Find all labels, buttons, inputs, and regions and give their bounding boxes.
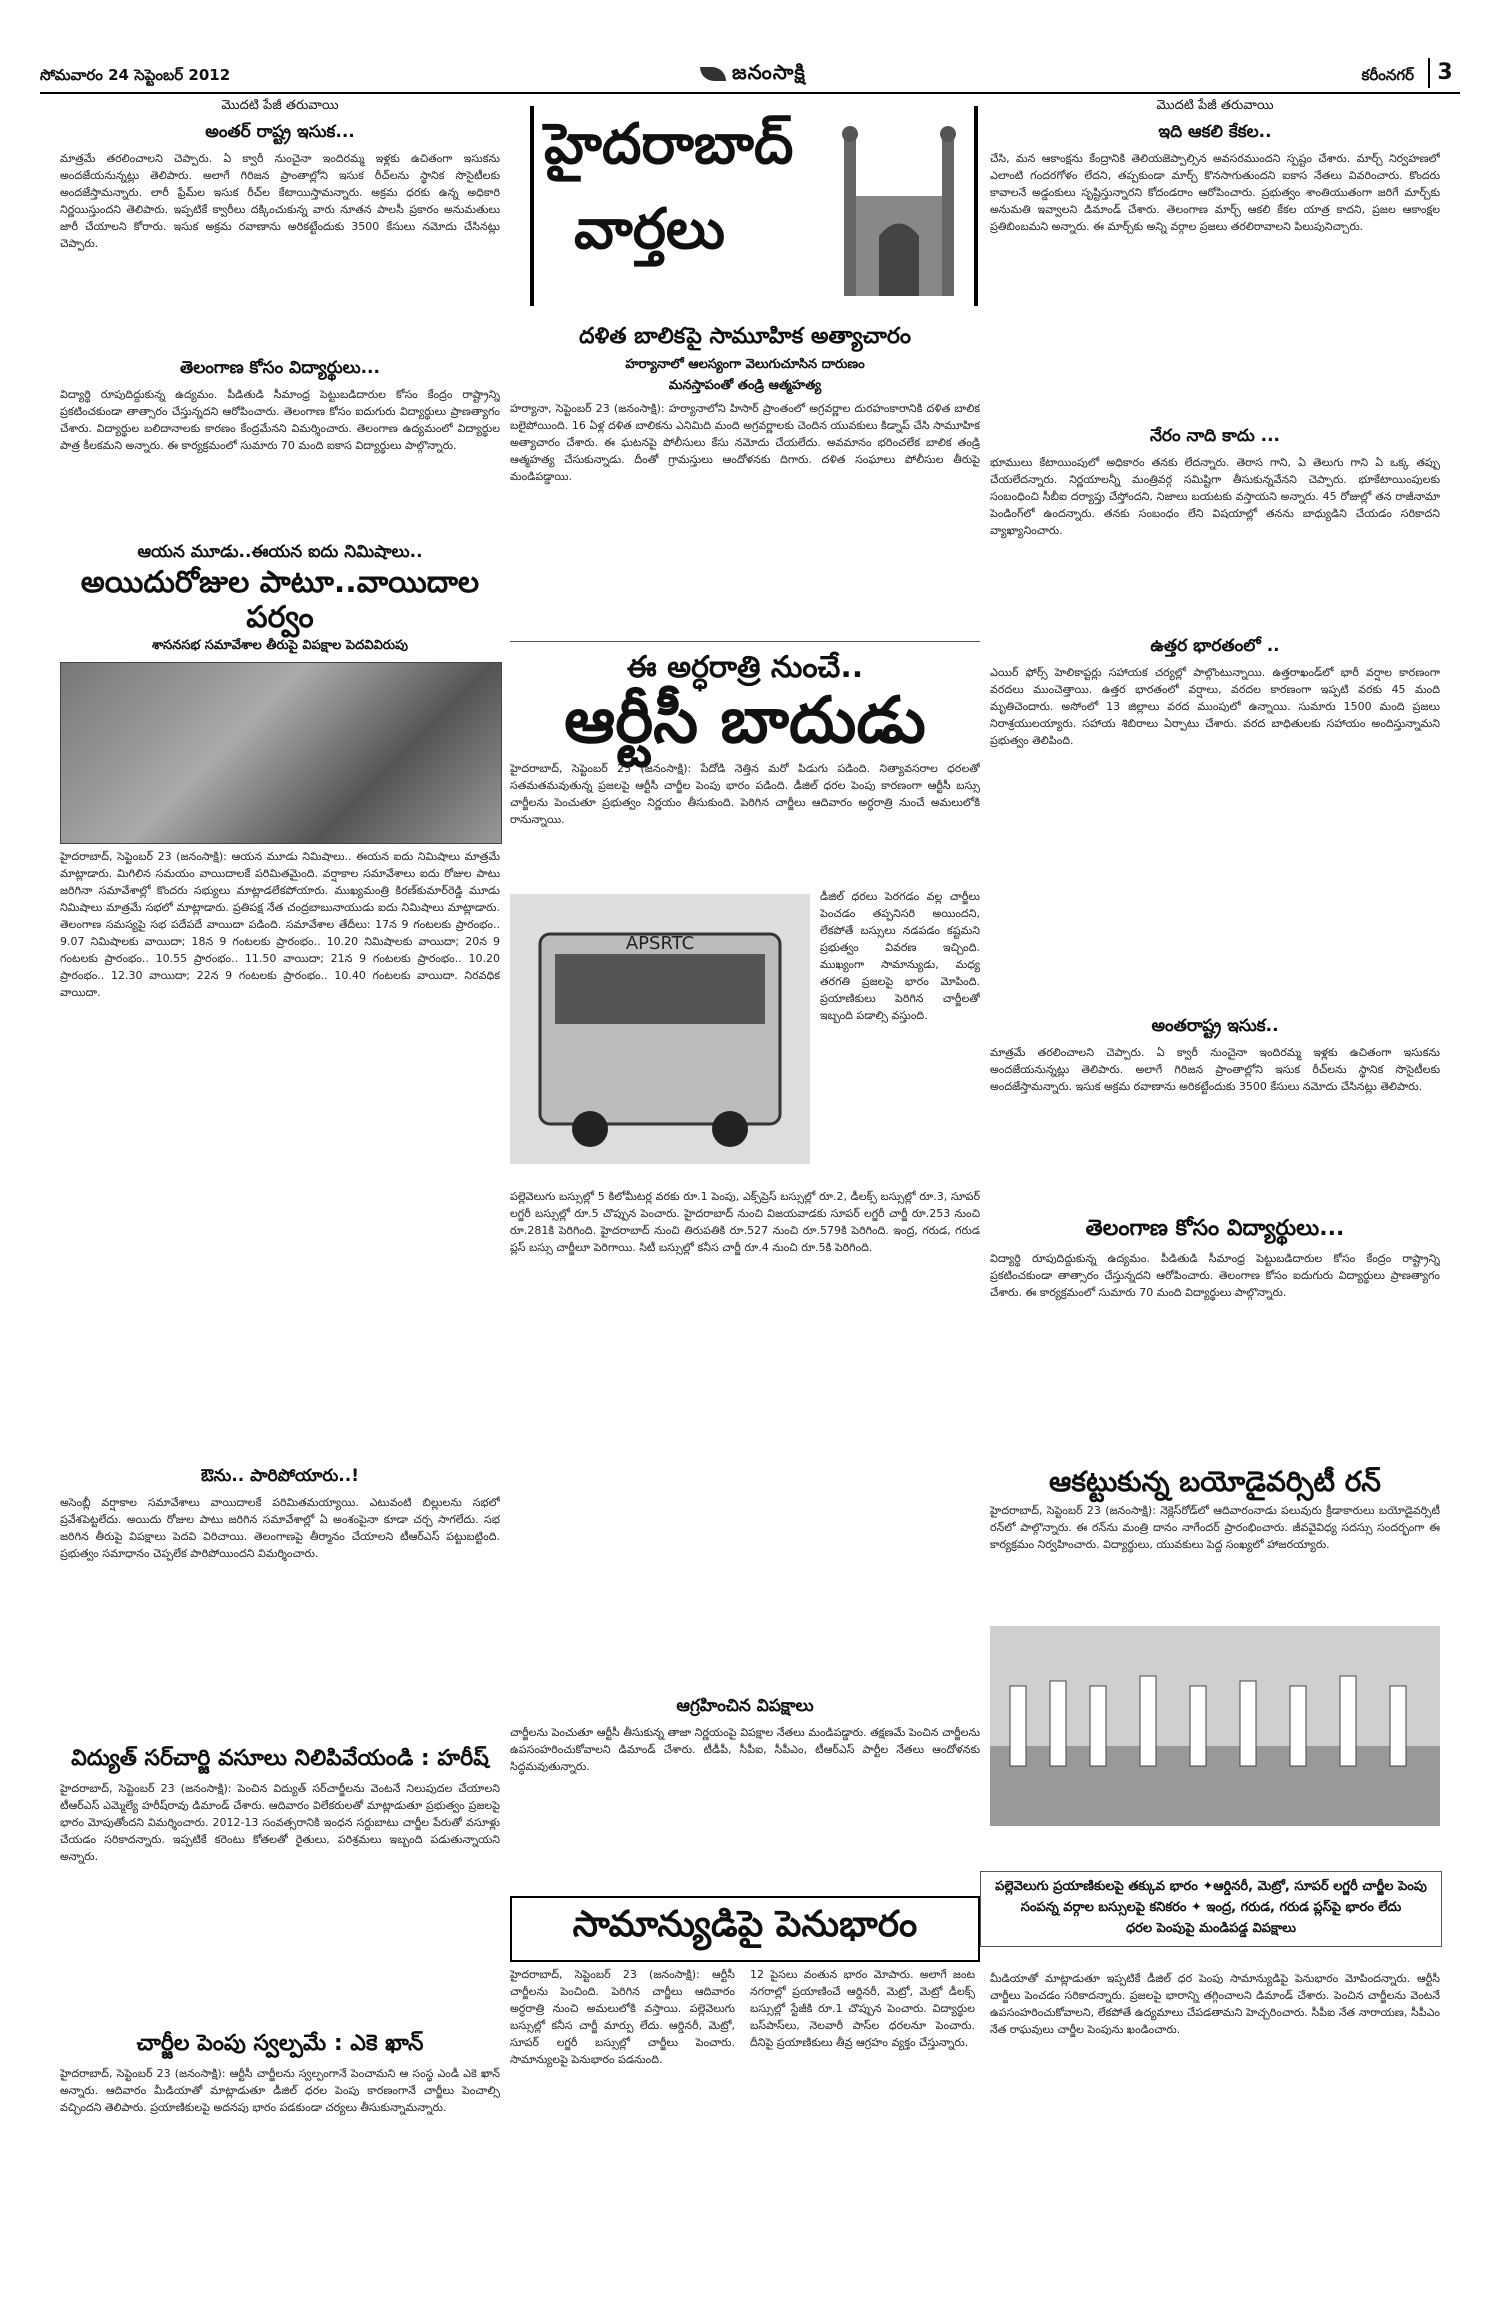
article-body-side: డీజిల్ ధరలు పెరగడం వల్ల చార్జీలు పెంచడం తప్పనిసరి అయిందని, లేకపోతే బస్సులు నడపడం కష్టమని ప్రభుత్వం వివరణ ఇచ్చింది. ముఖ్యంగా సామాన్యుడు, మధ్య తరగతి ప్రజలపై భారం మోపింది. ప్రయాణికులు పెరిగిన చార్జీలతో ఇబ్బంది పడాల్సి వస్తుంది. bbox=[820, 889, 980, 1022]
article-headline: ఉత్తర భారతంలో .. bbox=[1150, 636, 1280, 656]
article-assembly bbox=[60, 542, 500, 1447]
article-students-right bbox=[990, 1216, 1440, 1464]
article-surcharge bbox=[60, 1746, 500, 2029]
continued-label: మొదటి పేజీ తరువాయి bbox=[1156, 98, 1274, 113]
highlight-line: ధరల పెంపుపై మండిపడ్డ విపక్షాలు bbox=[1125, 1921, 1297, 1936]
highlight-line: సంపన్న వర్గాల బస్సులపై కనికరం ✦ ఇంద్ర, గరుడ, గరుడ ప్లస్‌పై భారం లేదు bbox=[1020, 1900, 1402, 1915]
article-body: హైదరాబాద్, సెప్టెంబర్ 23 (జనంసాక్షి): నెక్లెస్‌రోడ్‌లో ఆదివారంనాడు పలువురు క్రీడాకారులు బయోడైవర్సిటీ రన్‌లో పాల్గొన్నారు. ఈ రన్‌ను మంత్రి దానం నాగేందర్ ప్రారంభించారు. జీవవైవిధ్య సదస్సు సందర్భంగా ఈ కార్యక్రమం నిర్వహించారు. విద్యార్థులు, యువకులు పెద్ద సంఖ్యలో హాజరయ్యారు. bbox=[990, 1504, 1440, 1552]
article-interstate-sand bbox=[990, 1016, 1440, 1208]
article-headline: ఆగ్రహించిన విపక్షాలు bbox=[676, 1696, 814, 1716]
article-body: హైదరాబాద్, సెప్టెంబర్ 23 (జనంసాక్షి): ఆయన మూడు నిమిషాలు.. ఈయన ఐదు నిమిషాలు మాత్రమే మాట్లాడారు. మిగిలిన సమయం వాయిదాలకే పరిమితమైంది. వర్షాకాల సమావేశాలు ఐదు రోజుల పాటు జరిగినా సమావేశాల్లో కొందరు సభ్యులు మాట్లాడలేకపోయారు. ముఖ్యమంత్రి కిరణ్‌కుమార్‌రెడ్డి మూడు నిమిషాలు మాత్రమే సభలో మాట్లాడారు. ప్రతిపక్ష నేత చంద్రబాబునాయుడు ఐదు నిమిషాలు మాట్లాడారు. తెలంగాణ సమస్యపై సభ పదేపదే వాయిదా పడింది. సమావేశాల తేదీలు: 17న 9 గంటలకు ప్రారంభం.. 9.07 నిమిషాలకు వాయిదా; 18న 9 గంటలకు ప్రారంభం.. 10.20 నిమిషాలకు వాయిదా; 20న 9 గంటలకు ప్రారంభం.. 10.55 ప్రారంభం.. 11.50 వాయిదా; 21న 9 గంటలకు ప్రారంభం.. 10.20 ప్రారంభం.. 12.30 వాయిదా; 22న 9 గంటలకు ప్రారంభం.. 10.40 గంటలకు వాయిదా. నిరవధిక వాయిదా. bbox=[60, 850, 500, 999]
bird-logo-icon bbox=[700, 67, 726, 81]
article-headline: విద్యుత్ సర్‌చార్జి వసూలు నిలిపివేయండి : హరీష్ bbox=[71, 1746, 489, 1771]
biodiversity-run-photo bbox=[990, 1626, 1440, 1826]
article-body: హైదరాబాద్, సెప్టెంబర్ 23 (జనంసాక్షి): పేదోడి నెత్తిన మరో పిడుగు పడింది. నిత్యావసరాల ధరలతో సతమతమవుతున్న ప్రజలపై ఆర్టీసీ చార్జీల పెంపు భారం పడింది. డీజిల్ ధరల పెంపు కారణంగా ఆర్టీసీ బస్సు చార్జీలను పెంచుతూ ప్రభుత్వం నిర్ణయం తీసుకుంది. పెరిగిన చార్జీలు ఆదివారం అర్ధరాత్రి నుంచే అమలులోకి రానున్నాయి. bbox=[510, 761, 980, 826]
article-subhead: శాసనసభ సమావేశాల తీరుపై విపక్షాల పెదవివిరుపు bbox=[152, 638, 408, 653]
article-hunger-cries bbox=[990, 96, 1440, 424]
masthead bbox=[40, 58, 1460, 94]
article-kicker: ఆయన మూడు..ఈయన ఐదు నిమిషాలు.. bbox=[137, 542, 423, 562]
article-headline: చార్జీల పెంపు స్వల్పమే : ఎకె ఖాన్ bbox=[136, 2031, 424, 2056]
divider bbox=[510, 641, 980, 642]
article-headline: తెలంగాణ కోసం విద్యార్థులు... bbox=[1085, 1216, 1345, 1241]
article-body: ఎయిర్ ఫోర్స్ హెలికాప్టర్లు సహాయక చర్యల్లో పాల్గొంటున్నాయి. ఉత్తరాఖండ్‌లో భారీ వర్షాల కారణంగా వరదలు ముంచెత్తాయి. ఉత్తర భారతంలో వర్షాలు, వరదల కారణంగా ఇప్పటి వరకు 45 మంది మృతిచెందారు. అసోంలో 13 జిల్లాలు వరద ముంపులో ఉన్నాయి. సుమారు 1500 మంది ప్రజలు నిరాశ్రయులయ్యారు. సహాయ శిబిరాలు ఏర్పాటు చేశారు. వరద బాధితులకు సహాయం అందిస్తున్నామని ప్రభుత్వం తెలిపింది. bbox=[990, 666, 1440, 747]
article-subhead: హర్యానాలో ఆలస్యంగా వెలుగుచూసిన దారుణం bbox=[625, 357, 865, 372]
article-fare-hike-small bbox=[60, 2031, 500, 2189]
issue-date: సోమవారం 24 సెప్టెంబర్ 2012 bbox=[40, 66, 231, 84]
article-sand bbox=[60, 96, 500, 344]
article-students bbox=[60, 358, 500, 538]
article-body: పల్లెవెలుగు బస్సుల్లో 5 కిలోమీటర్ల వరకు రూ.1 పెంపు, ఎక్స్‌ప్రెస్ బస్సుల్లో రూ.2, డీలక్స్ బస్సుల్లో రూ.3, సూపర్ లగ్జరీ బస్సుల్లో రూ.5 చొప్పున పెంచారు. హైదరాబాద్ నుంచి విజయవాడకు సూపర్ లగ్జరీ చార్జీ రూ.253 నుంచి రూ.281కి పెరిగింది. హైదరాబాద్ నుంచి తిరుపతికి రూ.527 నుంచి రూ.579కి పెరిగింది. ఇంద్ర, గరుడ, గరుడ ప్లస్ బస్సు చార్జీలూ పెరిగాయి. సిటీ బస్సుల్లో కనీస చార్జీ రూ.4 నుంచి రూ.5కి పెరిగింది. bbox=[510, 1189, 980, 1254]
article-fled bbox=[60, 1466, 500, 1748]
assembly-photo bbox=[60, 662, 502, 844]
article-body: భూములు కేటాయింపులో అధికారం తనకు లేదన్నారు. తెరాస గాని, ఏ తెలుగు గాని ఏ ఒక్క తప్పు చేయలేదన్నారు. నిర్ణయాలన్నీ మంత్రివర్గ సమిష్టిగా తీసుకున్నవేనని చెప్పారు. భూకేటాయింపులకు సంబంధించి సీబీఐ దర్యాప్తు చేస్తోందని, నిజాలు బయటకు వస్తాయని అన్నారు. 45 రోజుల్లో తన రాజీనామా పెండింగ్‌లో ఉందన్నారు. తనకు సంబంధం లేని విషయాల్లో తనను బాధ్యుడిని చేయడం సరికాదని వ్యాఖ్యానించారు. bbox=[990, 456, 1440, 537]
article-subhead: మనస్తాపంతో తండ్రి ఆత్మహత్య bbox=[668, 378, 822, 393]
continued-label: మొదటి పేజీ తరువాయి bbox=[221, 98, 339, 113]
article-headline: ఆకట్టుకున్న బయోడైవర్సిటీ రన్ bbox=[1049, 1465, 1381, 1498]
page-number: 3 bbox=[1428, 58, 1460, 88]
bus-photo-row bbox=[510, 884, 980, 1184]
article-not-my-crime bbox=[990, 426, 1440, 633]
highlight-line: పల్లెవెలుగు ప్రయాణికులపై తక్కువ భారం ✦ఆర్డినరీ, మెట్రో, సూపర్ లగ్జరీ చార్జీల పెంపు bbox=[995, 1879, 1427, 1894]
article-headline: అంతరాష్ట్ర ఇసుక.. bbox=[1151, 1016, 1279, 1036]
svg-text:APSRTC: APSRTC bbox=[625, 932, 695, 954]
banner-title-line2: వార్తలు bbox=[574, 197, 725, 262]
article-north-india bbox=[990, 636, 1440, 1008]
edition-region: కరీంనగర్ bbox=[1361, 66, 1414, 84]
article-rtc-fare bbox=[510, 651, 980, 1662]
article-biodiversity-run bbox=[990, 1466, 1440, 1826]
rtc-bus-photo bbox=[510, 894, 810, 1164]
article-body: హైదరాబాద్, సెప్టెంబర్ 23 (జనంసాక్షి): పెంచిన విద్యుత్ సర్‌చార్జీలను వెంటనే నిలుపుదల చేయాలని టీఆర్‌ఎస్ ఎమ్మెల్యే హరీష్‌రావు డిమాండ్ చేశారు. ఆదివారం విలేకరులతో మాట్లాడుతూ ప్రభుత్వం ప్రజలపై భారం మోపుతోందని విమర్శించారు. 2012-13 సంవత్సరానికి ఇంధన సర్దుబాటు చార్జీల పేరుతో వసూళ్లు చేయడం సరికాదన్నారు. ఇప్పటికే కరెంటు కోతలతో రైతులు, పరిశ్రమలు ఇబ్బంది పడుతున్నాయని అన్నారు. bbox=[60, 1782, 500, 1863]
article-headline: నేరం నాది కాదు ... bbox=[1149, 426, 1281, 446]
paper-logo bbox=[700, 60, 806, 89]
article-headline: దళిత బాలికపై సామూహిక అత్యాచారం bbox=[578, 324, 912, 349]
article-body: మాత్రమే తరలించాలని చెప్పారు. ఏ క్వారీ నుంచైనా ఇందిరమ్మ ఇళ్లకు ఉచితంగా ఇసుకను అందజేయనున్నట్లు తెలిపారు. అలాగే గిరిజన ప్రాంతాల్లోని ఇసుక రీచ్‌లను స్థానిక సొసైటీలకు అందజేస్తామన్నారు. లారీ ఫ్రేమ్‌ల ఇసుక రీచ్‌ల కేటాయిస్తామన్నారు. అక్రమ ధరకు ఉన్న అధికారి నిర్ణయిస్తుందని తెలిపారు. ఇప్పటికే క్వారీలు దక్కించుకున్న వారు నూతన పాలసీ ప్రకారం అనుమతులు జారీ చేయాలని కోరారు. ఇసుక అక్రమ రవాణాను అరికట్టేందుకు 3500 కేసులు నమోదు చేసినట్లు చెప్పారు. bbox=[60, 152, 500, 250]
article-body: హైదరాబాద్, సెప్టెంబర్ 23 (జనంసాక్షి): ఆర్టీసీ చార్జీలను పెంచింది. పెరిగిన చార్జీలు ఆదివారం అర్ధరాత్రి నుంచి అమలులోకి వస్తాయి. పల్లెవెలుగు బస్సుల్లో కనీస చార్జీ మార్పు లేదు. ఆర్డినరీ, మెట్రో, సూపర్ లగ్జరీ బస్సుల్లో చార్జీలు పెంచారు. సామాన్యులపై పెనుభారం పడనుంది. bbox=[510, 1968, 735, 2066]
article-body: విద్యార్థి రూపుదిద్దుకున్న ఉద్యమం. పీడితుడి సీమాంధ్ర పెట్టుబడిదారుల కోసం కేంద్రం రాష్ట్రాన్ని ప్రకటించకుండా తాత్సారం చేస్తున్నదని ఆరోపించారు. తెలంగాణ కోసం ఐదుగురు విద్యార్థులు ప్రాణత్యాగం చేశారు. విద్యార్థుల బలిదానాలకు కారణం కేంద్రమేనని విమర్శించారు. తెలంగాణ ఉద్యమంలో విద్యార్థుల పాత్ర కీలకమని అన్నారు. ఈ కార్యక్రమంలో సుమారు 70 మంది ఐకాస విద్యార్థులు పాల్గొన్నారు. bbox=[60, 388, 500, 452]
hyderabad-news-banner bbox=[530, 106, 978, 306]
article-opposition bbox=[510, 1696, 980, 1848]
article-headline: అంతర్ రాష్ట్ర ఇసుక... bbox=[205, 122, 355, 142]
article-body: చేసి, మన ఆకాంక్షను కేంద్రానికి తెలియజెప్పాల్సిన అవసరముందని స్పష్టం చేశారు. మార్చ్ నిర్వహణలో ఎలాంటి గందరగోళం లేదని, తప్పకుండా మార్చ్ కొనసాగుతుందని ఐకాస నేతలు వివరించారు. కొందరు కావాలనే అడ్డంకులు సృష్టిస్తున్నారని కోదండరాం ఆరోపించారు. ప్రభుత్వం శాంతియుతంగా జరిగే మార్చ్‌కు అనుమతి ఇవ్వాలని డిమాండ్ చేశారు. తెలంగాణ మార్చ్ ఆకలి కేకల యాత్ర కాదని, ప్రజల ఆకాంక్షల ప్రతిబింబమని అన్నారు. ఈ మార్చ్‌కు అన్ని వర్గాల ప్రజలు తరలిరావాలని పిలుపునిచ్చారు. bbox=[990, 152, 1440, 233]
banner-title-line1: హైదరాబాద్ bbox=[544, 112, 794, 177]
article-body: చార్జీలను పెంచుతూ ఆర్టీసీ తీసుకున్న తాజా నిర్ణయంపై విపక్షాల నేతలు మండిపడ్డారు. తక్షణమే పెంచిన చార్జీలను ఉపసంహరించుకోవాలని డిమాండ్ చేశారు. టీడీపీ, సీపీఐ, సీపీఎం, టీఆర్‌ఎస్ పార్టీల నేతలు ఆందోళనకు సిద్ధమవుతున్నారు. bbox=[510, 1726, 980, 1773]
article-body: మాత్రమే తరలించాలని చెప్పారు. ఏ క్వారీ నుంచైనా ఇందిరమ్మ ఇళ్లకు ఉచితంగా ఇసుకను అందజేయనున్నట్లు తెలిపారు. అలాగే గిరిజన ప్రాంతాల్లోని ఇసుక రీచ్‌లను స్థానిక సొసైటీలకు అందజేస్తామన్నారు. ఇసుక అక్రమ రవాణాను అరికట్టేందుకు 3500 కేసులు నమోదు చేసినట్లు తెలిపారు. bbox=[990, 1046, 1440, 1093]
article-headline: ఇది ఆకలి కేకల.. bbox=[1158, 122, 1272, 142]
fare-highlights-box bbox=[980, 1871, 1442, 1947]
article-body: అసెంబ్లీ వర్షాకాల సమావేశాలు వాయిదాలకే పరిమితమయ్యాయి. ఎటువంటి బిల్లులను సభలో ప్రవేశపెట్టలేదు. అయిదు రోజుల పాటు జరిగిన సమావేశాల్లో ఏ అంశంపైనా కూడా చర్చ సాగలేదు. సభ జరిగిన తీరుపై విపక్షాలు పెదవి విరిచాయి. తెలంగాణపై తీర్మానం చేయాలని టీఆర్‌ఎస్ పట్టుబట్టింది. ప్రభుత్వం సమాధానం చెప్పలేక పారిపోయిందని విమర్శించారు. bbox=[60, 1496, 500, 1560]
article-columns bbox=[510, 1962, 980, 2222]
article-body: హర్యానా, సెప్టెంబర్ 23 (జనంసాక్షి): హర్యానాలోని హిసార్ ప్రాంతంలో అగ్రవర్ణాల దురహంకారానికి దళిత బాలిక బలైపోయింది. 16 ఏళ్ల దళిత బాలికను ఎనిమిది మంది అగ్రవర్ణాలకు చెందిన యువకులు కిడ్నాప్ చేసి సామూహిక అత్యాచారం చేశారు. ఈ ఘటనపై పోలీసులు కేసు నమోదు చేయలేదు. అవమానం భరించలేక బాలిక తండ్రి ఆత్మహత్య చేసుకున్నాడు. దీంతో గ్రామస్తులు ఆందోళనకు దిగారు. దళిత సంఘాలు పోలీసుల తీరుపై మండిపడ్డాయి. bbox=[510, 402, 980, 483]
article-headline: తెలంగాణ కోసం విద్యార్థులు... bbox=[180, 358, 380, 378]
article-body: 12 పైసలు వంతున భారం మోపారు. అలాగే జంట నగరాల్లో ప్రయాణించే ఆర్డినరీ, మెట్రో, మెట్రో డీలక్స్ బస్సుల్లో స్టేజీకి రూ.1 చొప్పున పెంచారు. విద్యార్థుల బస్‌పాస్‌లు, నెలవారీ పాస్‌ల ధరలనూ పెంచారు. దీనిపై ప్రయాణికులు తీవ్ర ఆగ్రహం వ్యక్తం చేస్తున్నారు. bbox=[750, 1968, 975, 2049]
article-headline: ఆర్టీసీ బాదుడు bbox=[564, 683, 926, 758]
article-body: విద్యార్థి రూపుదిద్దుకున్న ఉద్యమం. పీడితుడి సీమాంధ్ర పెట్టుబడిదారుల కోసం కేంద్రం రాష్ట్రాన్ని ప్రకటించకుండా తాత్సారం చేస్తున్నదని ఆరోపించారు. తెలంగాణ కోసం ఐదుగురు విద్యార్థులు ప్రాణత్యాగం చేశారు. ఈ కార్యక్రమంలో సుమారు 70 మంది విద్యార్థులు పాల్గొన్నారు. bbox=[990, 1252, 1440, 1299]
article-kicker: ఈ అర్ధరాత్రి నుంచే.. bbox=[626, 650, 864, 685]
article-headline: సామాన్యుడిపై పెనుభారం bbox=[510, 1896, 980, 1962]
article-headline: అయిదురోజుల పాటూ..వాయిదాల పర్వం bbox=[80, 565, 480, 635]
article-common-man bbox=[510, 1896, 980, 2222]
article-dalit-girl bbox=[510, 324, 980, 604]
article-opposition-cont bbox=[990, 1966, 1440, 2254]
article-body: మీడియాతో మాట్లాడుతూ ఇప్పటికే డీజిల్ ధర పెంపు సామాన్యుడిపై పెనుభారం మోపిందన్నారు. ఆర్టీసీ చార్జీలు పెంచడం సరికాదన్నారు. ప్రజలపై భారాన్ని తగ్గించాలని డిమాండ్ చేశారు. పెంచిన చార్జీలను వెంటనే ఉపసంహరించుకోవాలని, లేకపోతే ఉద్యమాలు చేపడతామని హెచ్చరించారు. సీపీఐ నేత నారాయణ, సీపీఎం నేత రాఘవులు చార్జీల పెంపును ఖండించారు. bbox=[990, 1972, 1440, 2036]
article-body: హైదరాబాద్, సెప్టెంబర్ 23 (జనంసాక్షి): ఆర్టీసీ చార్జీలను స్వల్పంగానే పెంచామని ఆ సంస్థ ఎండీ ఎకె ఖాన్ అన్నారు. ఆదివారం మీడియాతో మాట్లాడుతూ డీజిల్ ధరల పెంపు కారణంగానే చార్జీలు పెంచాల్సి వచ్చిందని తెలిపారు. ప్రయాణికులపై అదనపు భారం పడకుండా చర్యలు తీసుకున్నామన్నారు. bbox=[60, 2067, 500, 2114]
article-headline: ఔను.. పారిపోయారు..! bbox=[201, 1466, 359, 1486]
paper-name: జనంసాక్షి bbox=[732, 60, 806, 84]
charminar-icon bbox=[834, 116, 964, 296]
